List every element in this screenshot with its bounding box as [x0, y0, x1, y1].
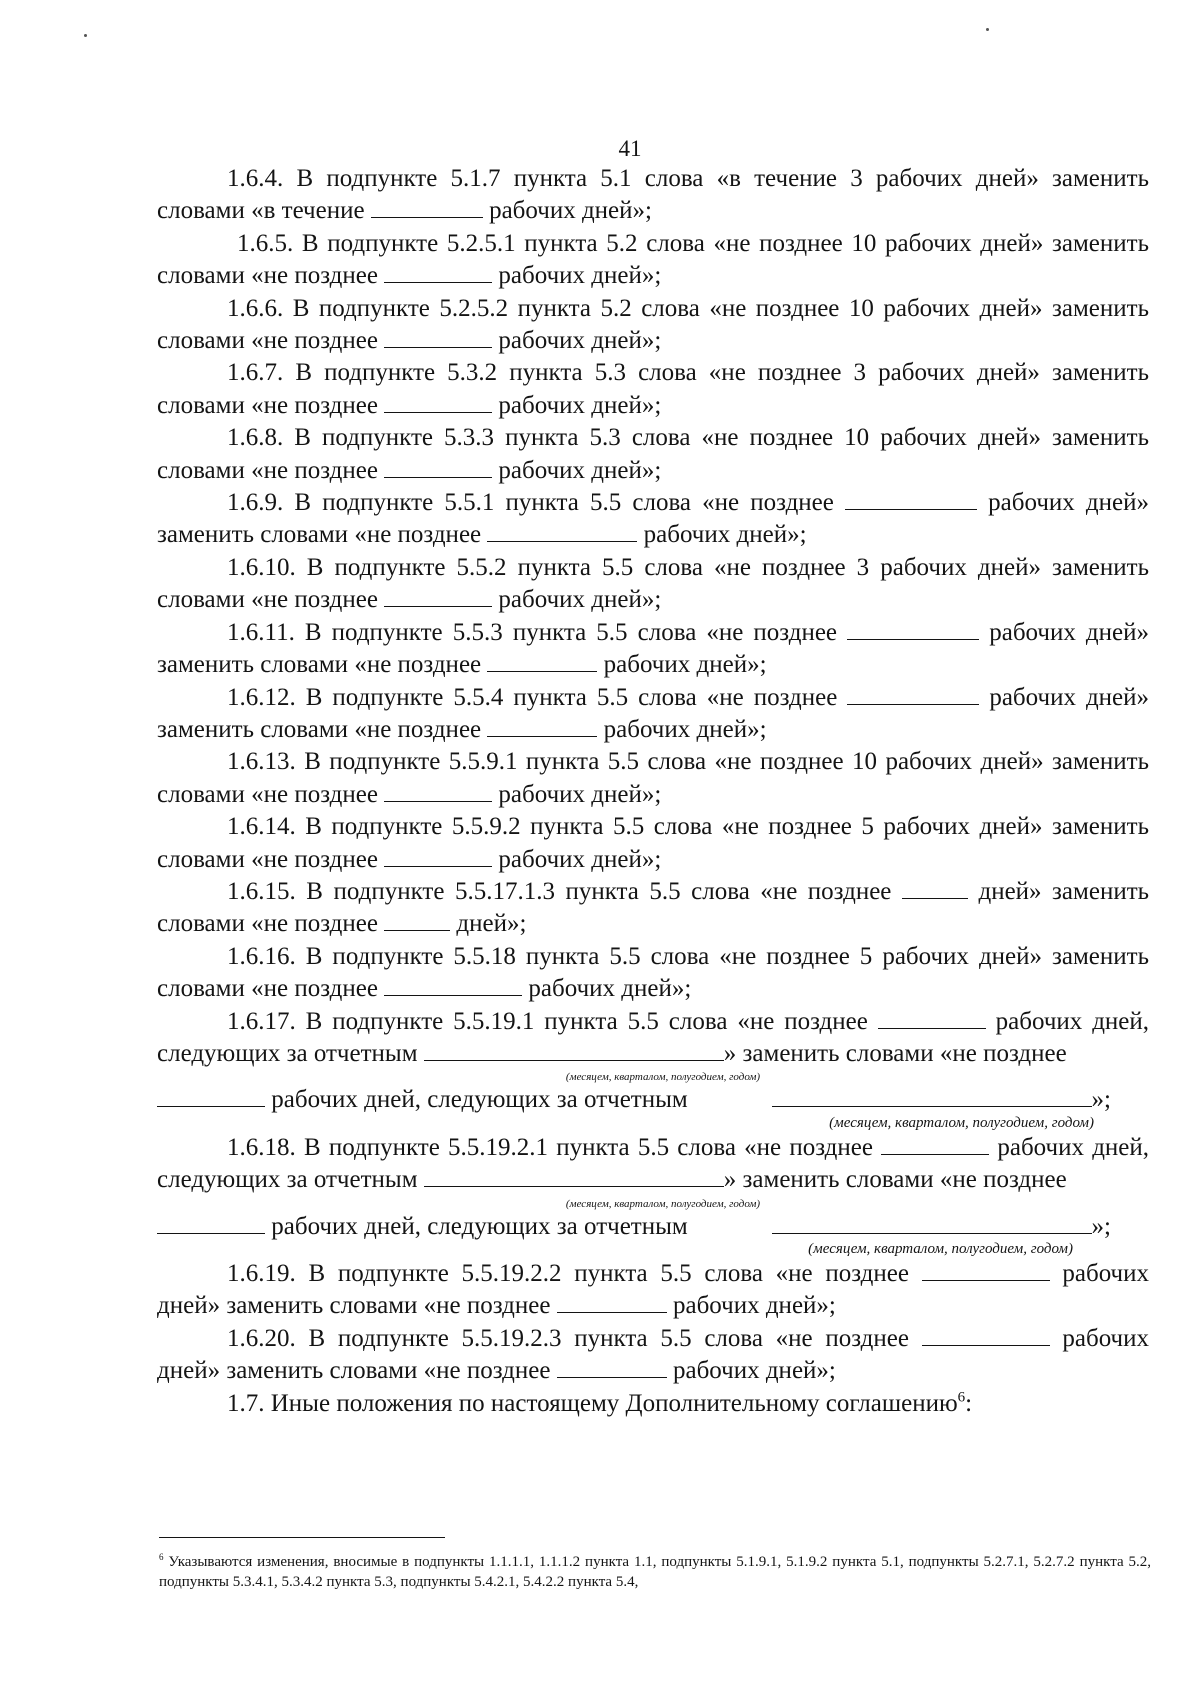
clause-1-6-18-continuation: рабочих дней, следующих за отчетным »;	[157, 1211, 1149, 1243]
fill-blank	[847, 619, 979, 640]
clause-1-6-20: 1.6.20. В подпункте 5.5.19.2.3 пункта 5.5 слова «не позднее рабочих дней» заменить словами «не позднее рабочих дней»;	[157, 1324, 1150, 1385]
clause-1-6-4: 1.6.4. В подпункте 5.1.7 пункта 5.1 слова «в течение 3 рабочих дней» заменить словами «в течение рабочих дней»;	[157, 165, 1149, 225]
fill-blank	[384, 586, 492, 607]
fill-blank	[157, 1086, 265, 1107]
fill-blank	[557, 1292, 667, 1313]
period-hint: (месяцем, кварталом, полугодием, годом)	[808, 1241, 1073, 1257]
scan-speck	[986, 28, 989, 31]
fill-blank	[384, 910, 450, 931]
fill-blank	[487, 716, 597, 737]
fill-blank	[384, 975, 522, 996]
clause-1-6-15: 1.6.15. В подпункте 5.5.17.1.3 пункта 5.5 слова «не позднее дней» заменить словами «не позднее дней»;	[157, 877, 1150, 938]
fill-blank	[557, 1357, 667, 1378]
clause-1-6-19: 1.6.19. В подпункте 5.5.19.2.2 пункта 5.5 слова «не позднее рабочих дней» заменить словами «не позднее рабочих дней»;	[157, 1260, 1150, 1320]
footnote-marker: 6	[159, 1552, 164, 1562]
clause-1-6-10: 1.6.10. В подпункте 5.5.2 пункта 5.5 слова «не позднее 3 рабочих дней» заменить словами «не позднее рабочих дней»;	[157, 553, 1149, 614]
clause-1-6-9: 1.6.9. В подпункте 5.5.1 пункта 5.5 слова «не позднее рабочих дней» заменить словами «не позднее рабочих дней»;	[157, 489, 1149, 549]
clause-1-6-18: 1.6.18. В подпункте 5.5.19.2.1 пункта 5.5 слова «не позднее рабочих дней, следующих за отчетным » заменить словами «не позднее	[157, 1133, 1150, 1194]
clause-1-6-7: 1.6.7. В подпункте 5.3.2 пункта 5.3 слова «не позднее 3 рабочих дней» заменить словами «не позднее рабочих дней»;	[157, 359, 1149, 419]
clause-1-7: 1.7. Иные положения по настоящему Дополнительному соглашению$^6$:	[227, 1389, 973, 1417]
period-hint: (месяцем, кварталом, полугодием, годом)	[829, 1114, 1094, 1131]
fill-blank	[371, 197, 483, 218]
clause-1-6-8: 1.6.8. В подпункте 5.3.3 пункта 5.3 слова «не позднее 10 рабочих дней» заменить словами «не позднее рабочих дней»;	[157, 424, 1149, 484]
scan-speck	[84, 34, 87, 37]
period-blank	[772, 1086, 1092, 1107]
period-hint: (месяцем, кварталом, полугодием, годом)	[565, 1197, 761, 1210]
fill-blank	[487, 521, 637, 542]
footnote	[159, 1552, 1151, 1592]
clause-1-6-12: 1.6.12. В подпункте 5.5.4 пункта 5.5 слова «не позднее рабочих дней» заменить словами «не позднее рабочих дней»;	[157, 683, 1150, 743]
fill-blank	[157, 1213, 265, 1234]
clause-1-6-11: 1.6.11. В подпункте 5.5.3 пункта 5.5 слова «не позднее рабочих дней» заменить словами «не позднее рабочих дней»;	[157, 618, 1150, 679]
fill-blank	[384, 392, 492, 413]
fill-blank	[845, 489, 977, 510]
footnote-text: Указываются изменения, вносимые в подпункты 1.1.1.1, 1.1.1.2 пункта 1.1, подпункты 5.1.9.1, 5.1.9.2 пункта 5.1, подпункты 5.2.7.1, 5.2.7.2 пункта 5.2, подпункты 5.3.4.1, 5.3.4.2 пункта 5.3, подпункты 5.4.2.1, 5.4.2.2 пункта 5.4,	[159, 1554, 1152, 1590]
footnote-reference: 6	[957, 1389, 966, 1406]
fill-blank	[487, 651, 597, 672]
fill-blank	[847, 684, 979, 705]
fill-blank	[384, 846, 492, 867]
footnote-separator	[159, 1537, 445, 1538]
period-hint: (месяцем, кварталом, полугодием, годом)	[565, 1071, 761, 1084]
clause-1-6-13: 1.6.13. В подпункте 5.5.9.1 пункта 5.5 слова «не позднее 10 рабочих дней» заменить словами «не позднее рабочих дней»;	[157, 748, 1149, 808]
fill-blank	[881, 1134, 989, 1155]
fill-blank	[384, 781, 492, 802]
period-blank	[424, 1166, 724, 1187]
clause-1-6-17-continuation: рабочих дней, следующих за отчетным »;	[157, 1084, 1149, 1116]
period-blank	[424, 1040, 724, 1061]
page-number: 41	[618, 136, 642, 161]
fill-blank	[384, 262, 492, 283]
fill-blank	[384, 327, 492, 348]
fill-blank	[922, 1260, 1050, 1281]
fill-blank	[878, 1008, 986, 1029]
clause-1-6-14: 1.6.14. В подпункте 5.5.9.2 пункта 5.5 слова «не позднее 5 рабочих дней» заменить словами «не позднее рабочих дней»;	[157, 813, 1149, 873]
clause-1-6-16: 1.6.16. В подпункте 5.5.18 пункта 5.5 слова «не позднее 5 рабочих дней» заменить словами «не позднее рабочих дней»;	[157, 942, 1149, 1003]
fill-blank	[922, 1325, 1050, 1346]
clause-1-6-17: 1.6.17. В подпункте 5.5.19.1 пункта 5.5 слова «не позднее рабочих дней, следующих за отчетным » заменить словами «не позднее	[157, 1007, 1150, 1067]
period-blank	[772, 1213, 1092, 1234]
clause-1-6-6: 1.6.6. В подпункте 5.2.5.2 пункта 5.2 слова «не позднее 10 рабочих дней» заменить словами «не позднее рабочих дней»;	[157, 294, 1149, 355]
fill-blank	[902, 878, 968, 899]
document-body	[157, 163, 1149, 1420]
clause-1-6-5: 1.6.5. В подпункте 5.2.5.1 пункта 5.2 слова «не позднее 10 рабочих дней» заменить словами «не позднее рабочих дней»;	[157, 229, 1149, 290]
fill-blank	[384, 457, 492, 478]
